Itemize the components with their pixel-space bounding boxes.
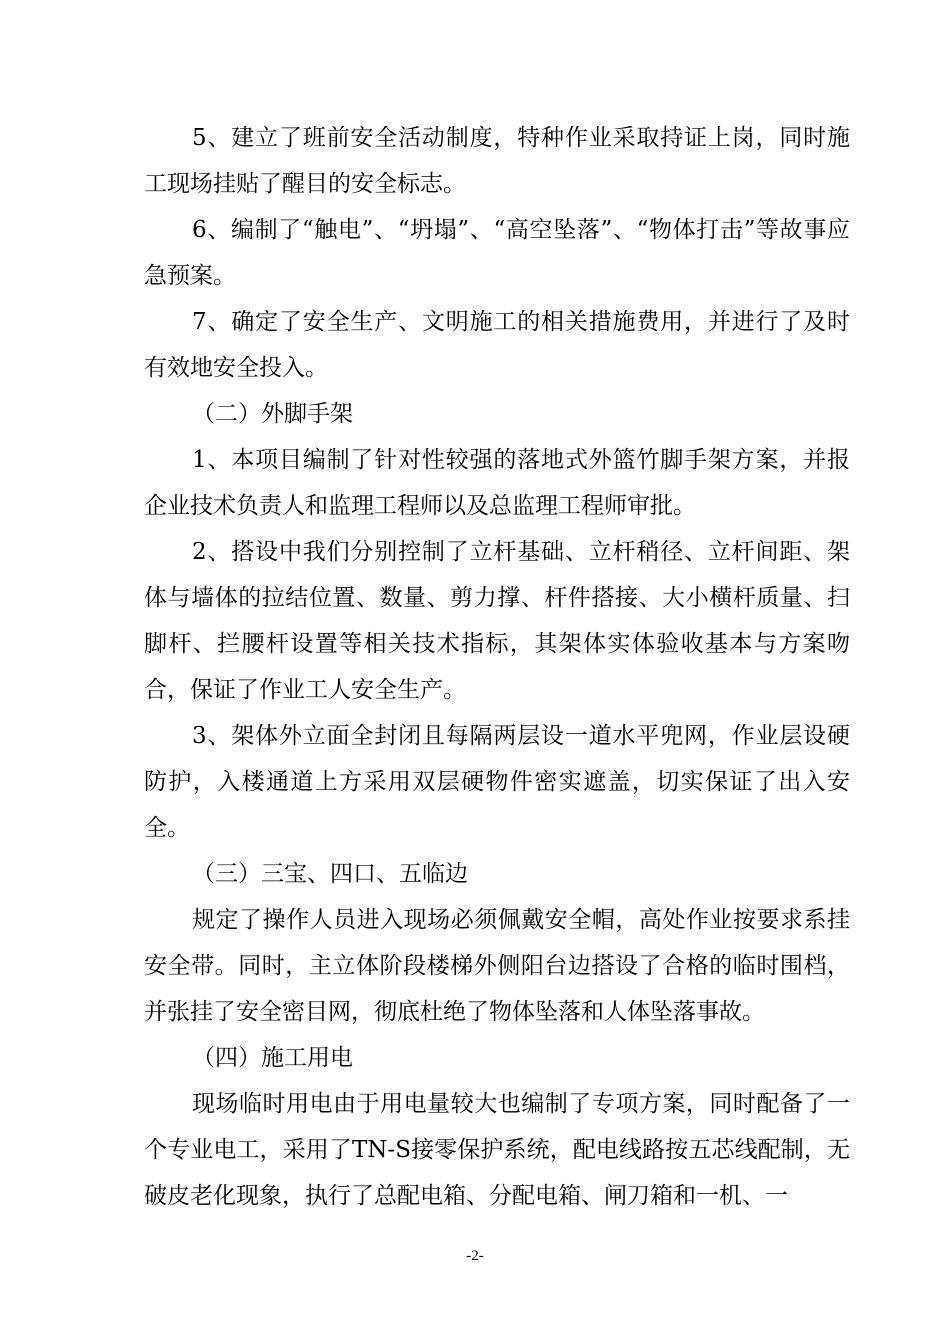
paragraph-scaffold-3: 3、架体外立面全封闭且每隔两层设一道水平兜网，作业层设硬防护，入楼通道上方采用双层硬物件密实遮盖，切实保证了出入安全。 [144,723,850,841]
section-heading-scaffold: （二）外脚手架 [192,401,353,427]
paragraph-three-treasures: 规定了操作人员进入现场必须佩戴安全帽，高处作业按要求系挂安全带。同时，主立体阶段楼梯外侧阳台边搭设了合格的临时围档，并张挂了安全密目网，彻底杜绝了物体坠落和人体坠落事故。 [144,907,850,1025]
document-body [144,115,850,1219]
section-heading-three-treasures: （三）三宝、四口、五临边 [192,861,468,887]
paragraph-item-5: 5、建立了班前安全活动制度，特种作业采取持证上岗，同时施工现场挂贴了醒目的安全标志。 [144,125,850,197]
paragraph-scaffold-1: 1、本项目编制了针对性较强的落地式外篮竹脚手架方案，并报企业技术负责人和监理工程师以及总监理工程师审批。 [144,447,850,519]
section-heading-electricity: （四）施工用电 [192,1045,353,1071]
paragraph-item-6: 6、编制了“触电”、“坍塌”、“高空坠落”、“物体打击”等故事应急预案。 [144,217,850,289]
page-number: -2- [466,1248,484,1264]
paragraph-item-7: 7、确定了安全生产、文明施工的相关措施费用，并进行了及时有效地安全投入。 [144,309,850,381]
paragraph-electricity: 现场临时用电由于用电量较大也编制了专项方案，同时配备了一个专业电工，采用了TN-S接零保护系统，配电线路按五芯线配制，无破皮老化现象，执行了总配电箱、分配电箱、闸刀箱和一机、一 [144,1091,850,1209]
paragraph-scaffold-2: 2、搭设中我们分别控制了立杆基础、立杆稍径、立杆间距、架体与墙体的拉结位置、数量、剪力撑、杆件搭接、大小横杆质量、扫脚杆、拦腰杆设置等相关技术指标，其架体实体验收基本与方案吻合，保证了作业工人安全生产。 [144,539,850,703]
